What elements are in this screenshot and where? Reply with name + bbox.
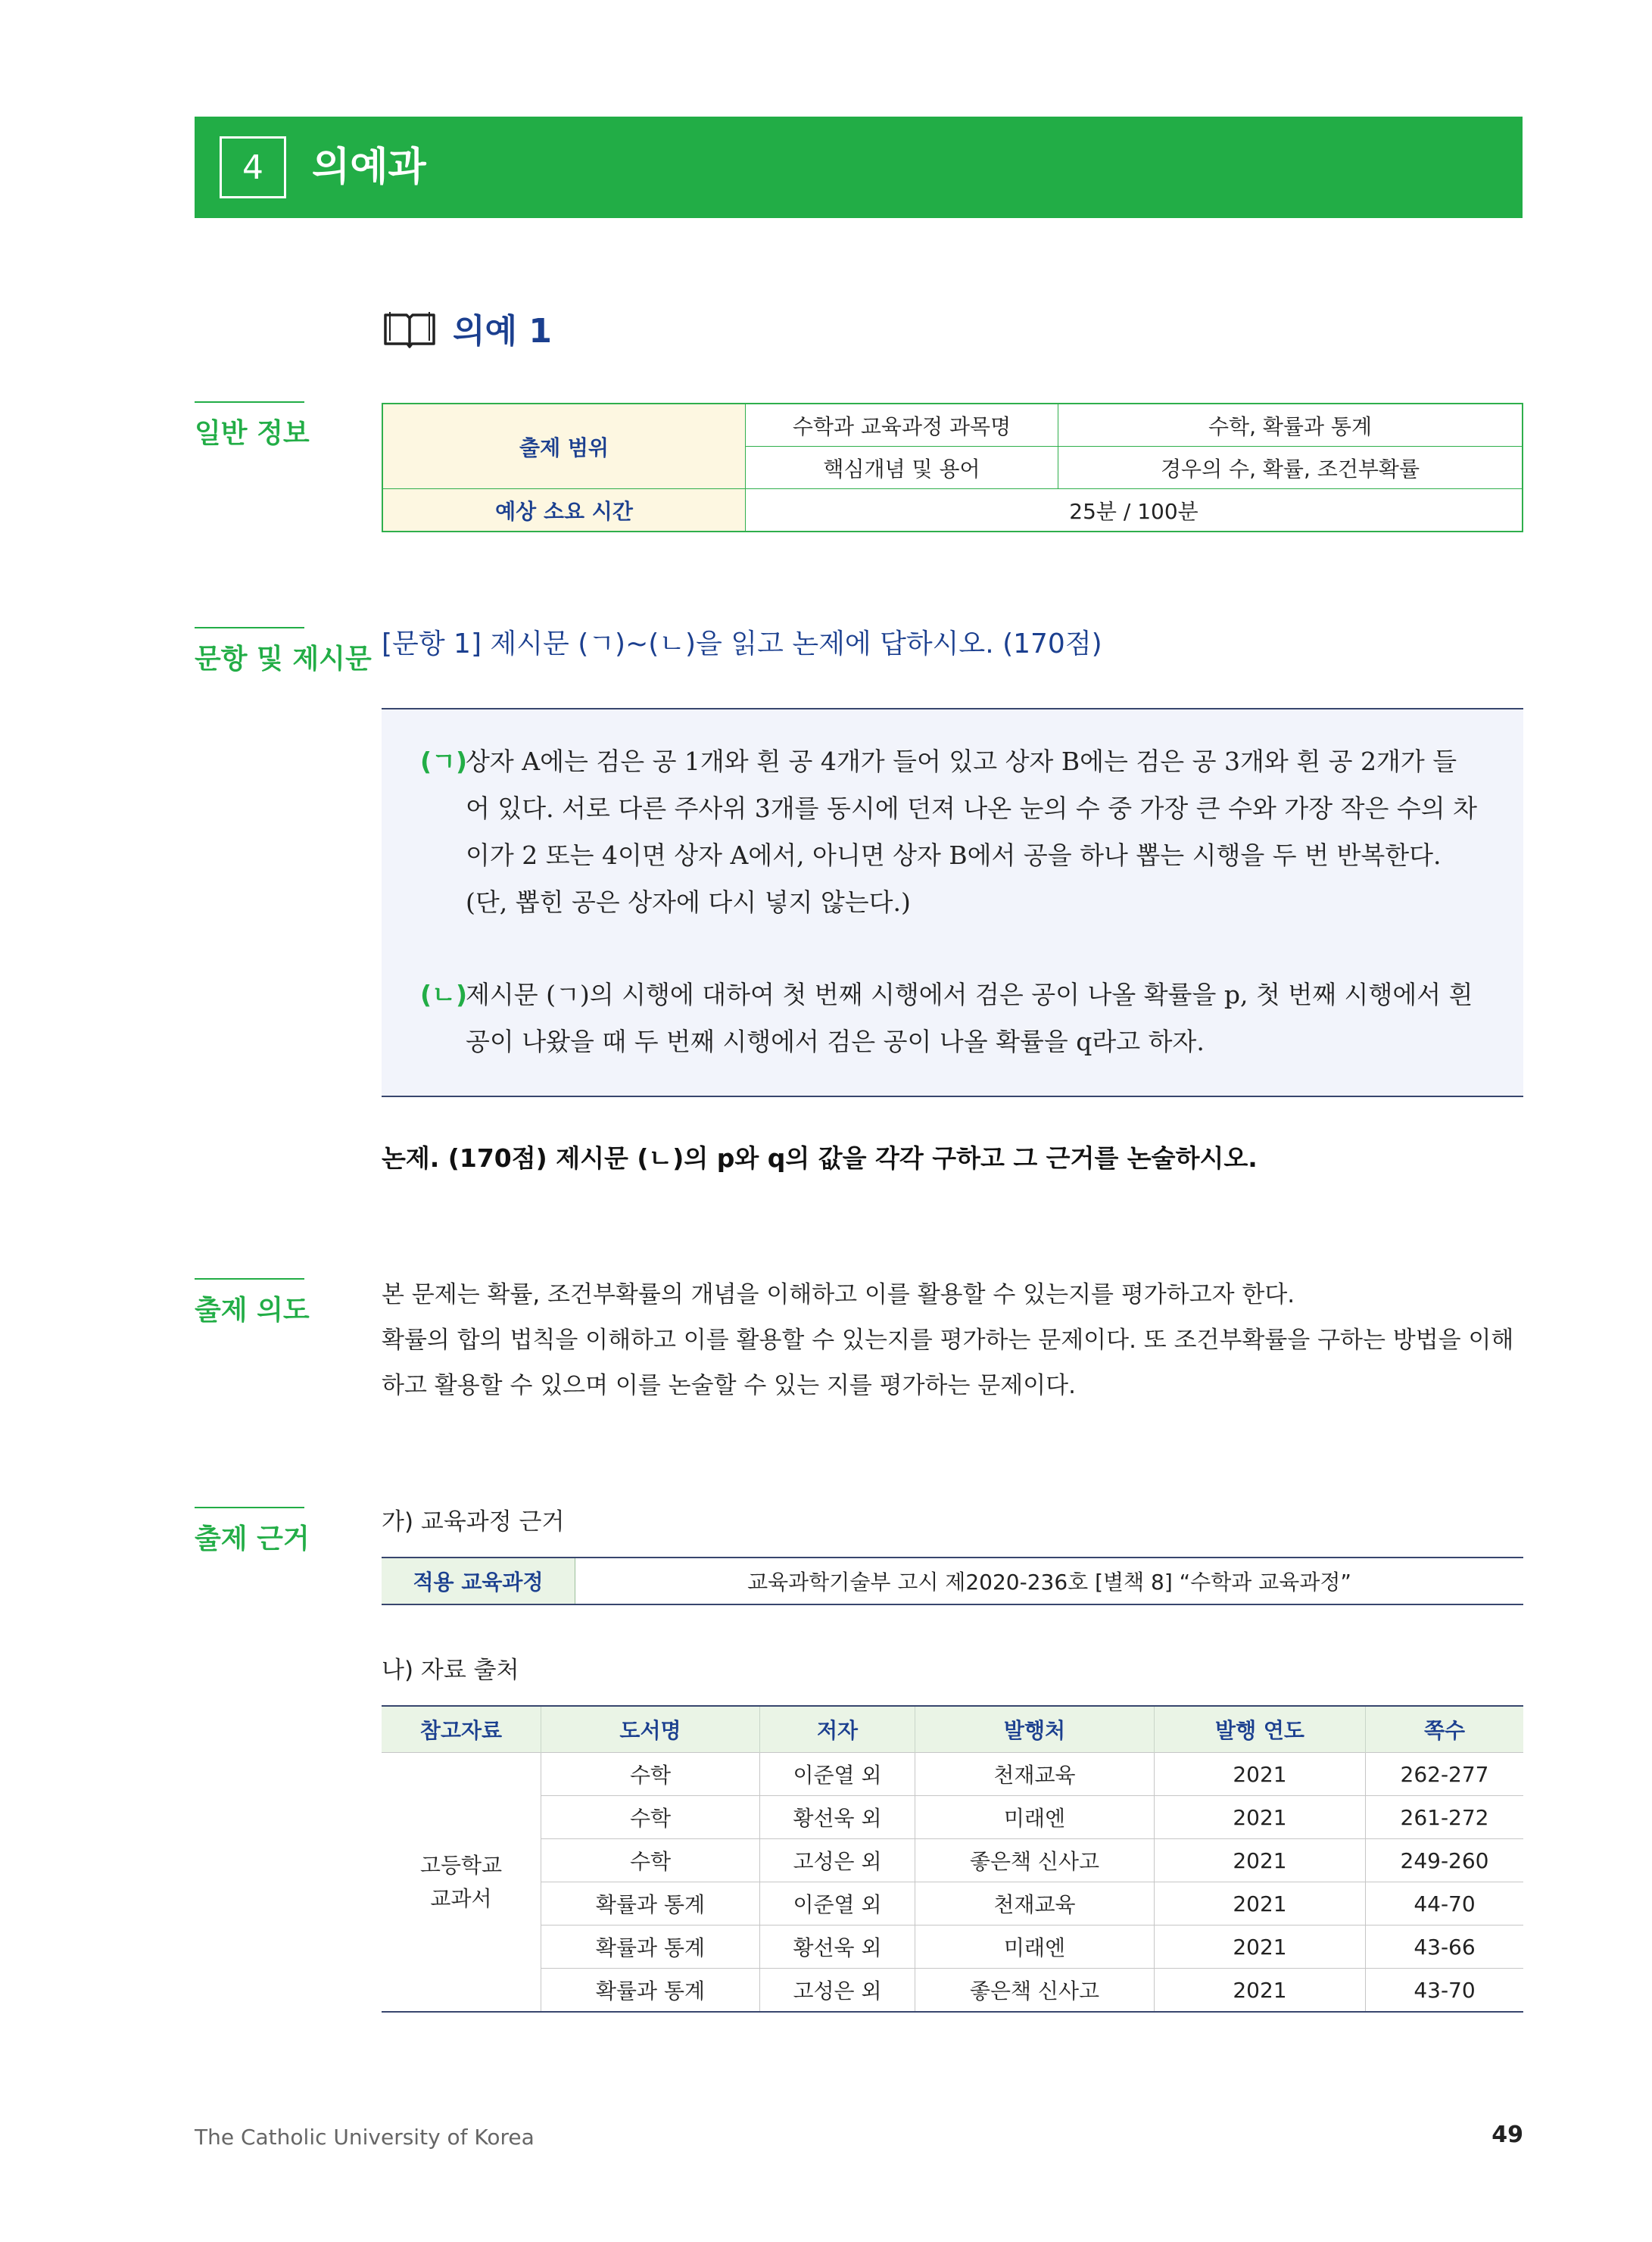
book-title: 확률과 통계: [541, 1969, 760, 2013]
pages: 44-70: [1366, 1882, 1524, 1926]
publisher: 천재교육: [915, 1753, 1155, 1796]
source-col-publisher: 발행처: [915, 1706, 1155, 1753]
table-row: [382, 1969, 1523, 2013]
author: 황선욱 외: [760, 1926, 915, 1969]
book-title: 수학: [541, 1753, 760, 1796]
source-col-pages: 쪽수: [1366, 1706, 1524, 1753]
passage-a: [420, 738, 1480, 926]
publisher: 미래엔: [915, 1796, 1155, 1839]
publisher: 미래엔: [915, 1926, 1155, 1969]
passage-b-mark: (ㄴ): [420, 980, 468, 1009]
footer-university: The Catholic University of Korea: [195, 2125, 535, 2150]
pages: 262-277: [1366, 1753, 1524, 1796]
author: 이준열 외: [760, 1753, 915, 1796]
open-book-icon: [382, 310, 437, 350]
pages: 249-260: [1366, 1839, 1524, 1882]
author: 고성은 외: [760, 1839, 915, 1882]
time-label: 예상 소요 시간: [382, 489, 746, 532]
source-col-book: 도서명: [541, 1706, 760, 1753]
pages: 43-70: [1366, 1969, 1524, 2013]
subject-value: 수학, 확률과 통계: [1058, 404, 1523, 447]
label-basis: 출제 근거: [195, 1507, 304, 1556]
book-title: 확률과 통계: [541, 1882, 760, 1926]
passage-b: [420, 971, 1480, 1065]
source-col-author: 저자: [760, 1706, 915, 1753]
concept-label: 핵심개념 및 용어: [746, 447, 1058, 489]
passage-a-mark: (ㄱ): [420, 747, 468, 776]
source-group-line-2: 교과서: [430, 1885, 492, 1911]
question-title: [문항 1] 제시문 (ㄱ)~(ㄴ)을 읽고 논제에 답하시오. (170점): [382, 628, 1102, 660]
source-table: [382, 1705, 1523, 2013]
year: 2021: [1155, 1796, 1366, 1839]
essay-prompt: 논제. (170점) 제시문 (ㄴ)의 p와 q의 값을 각각 구하고 그 근거를 논술하시오.: [382, 1143, 1258, 1173]
source-col-year: 발행 연도: [1155, 1706, 1366, 1753]
label-intent: 출제 의도: [195, 1278, 304, 1327]
publisher: 천재교육: [915, 1882, 1155, 1926]
source-group: [382, 1753, 541, 2013]
publisher: 좋은책 신사고: [915, 1839, 1155, 1882]
passage-a-text: 상자 A에는 검은 공 1개와 흰 공 4개가 들어 있고 상자 B에는 검은 공 3개와 흰 공 2개가 들어 있다. 서로 다른 주사위 3개를 동시에 던져 나온 눈의 수 중 가장 큰 수와 가장 작은 수의 차이가 2 또는 4이면 상자 A에서, 아니면 상자 B에서 공을 하나 뽑는 시행을 두 번 반복한다.: [466, 747, 1478, 870]
publisher: 좋은책 신사고: [915, 1969, 1155, 2013]
curriculum-label: 적용 교육과정: [382, 1558, 575, 1604]
section-title: 의예 1: [453, 312, 552, 351]
year: 2021: [1155, 1926, 1366, 1969]
curriculum-table: [382, 1557, 1523, 1605]
book-title: 수학: [541, 1839, 760, 1882]
subject-label: 수학과 교육과정 과목명: [746, 404, 1058, 447]
curriculum-heading: 가) 교육과정 근거: [382, 1508, 565, 1536]
author: 이준열 외: [760, 1882, 915, 1926]
general-info-table: [382, 403, 1523, 532]
table-row: [382, 1796, 1523, 1839]
table-row: [382, 1882, 1523, 1926]
year: 2021: [1155, 1839, 1366, 1882]
intent-text: [382, 1272, 1523, 1408]
year: 2021: [1155, 1969, 1366, 2013]
chapter-number: 4: [220, 136, 286, 198]
scope-label: 출제 범위: [382, 404, 746, 489]
label-general-info: 일반 정보: [195, 401, 304, 451]
year: 2021: [1155, 1753, 1366, 1796]
passage-b-text: 제시문 (ㄱ)의 시행에 대하여 첫 번째 시행에서 검은 공이 나올 확률을 p, 첫 번째 시행에서 흰 공이 나왔을 때 두 번째 시행에서 검은 공이 나올 확률을 q라고 하자.: [466, 980, 1473, 1056]
author: 황선욱 외: [760, 1796, 915, 1839]
author: 고성은 외: [760, 1969, 915, 2013]
book-title: 수학: [541, 1796, 760, 1839]
book-title: 확률과 통계: [541, 1926, 760, 1969]
chapter-title: 의예과: [312, 145, 426, 190]
passage-a-note: (단, 뽑힌 공은 상자에 다시 넣지 않는다.): [466, 887, 911, 917]
source-group-line-1: 고등학교: [419, 1852, 503, 1878]
pages: 261-272: [1366, 1796, 1524, 1839]
source-heading: 나) 자료 출처: [382, 1657, 519, 1684]
page-number: 49: [1491, 2122, 1523, 2148]
pages: 43-66: [1366, 1926, 1524, 1969]
intent-line-1: 본 문제는 확률, 조건부확률의 개념을 이해하고 이를 활용할 수 있는지를 평가하고자 한다.: [382, 1281, 1295, 1308]
intent-line-2: 확률의 합의 법칙을 이해하고 이를 활용할 수 있는지를 평가하는 문제이다. 또 조건부확률을 구하는 방법을 이해하고 활용할 수 있으며 이를 논술할 수 있는 지를 평가하는 문제이다.: [382, 1327, 1514, 1399]
concept-value: 경우의 수, 확률, 조건부확률: [1058, 447, 1523, 489]
label-question: 문항 및 제시문: [195, 627, 304, 676]
table-row: [382, 1926, 1523, 1969]
curriculum-value: 교육과학기술부 고시 제2020-236호 [별책 8] “수학과 교육과정”: [747, 1570, 1351, 1595]
table-row: [382, 1753, 1523, 1796]
source-col-ref: 참고자료: [382, 1706, 541, 1753]
time-value: 25분 / 100분: [746, 489, 1523, 532]
table-row: [382, 1839, 1523, 1882]
year: 2021: [1155, 1882, 1366, 1926]
